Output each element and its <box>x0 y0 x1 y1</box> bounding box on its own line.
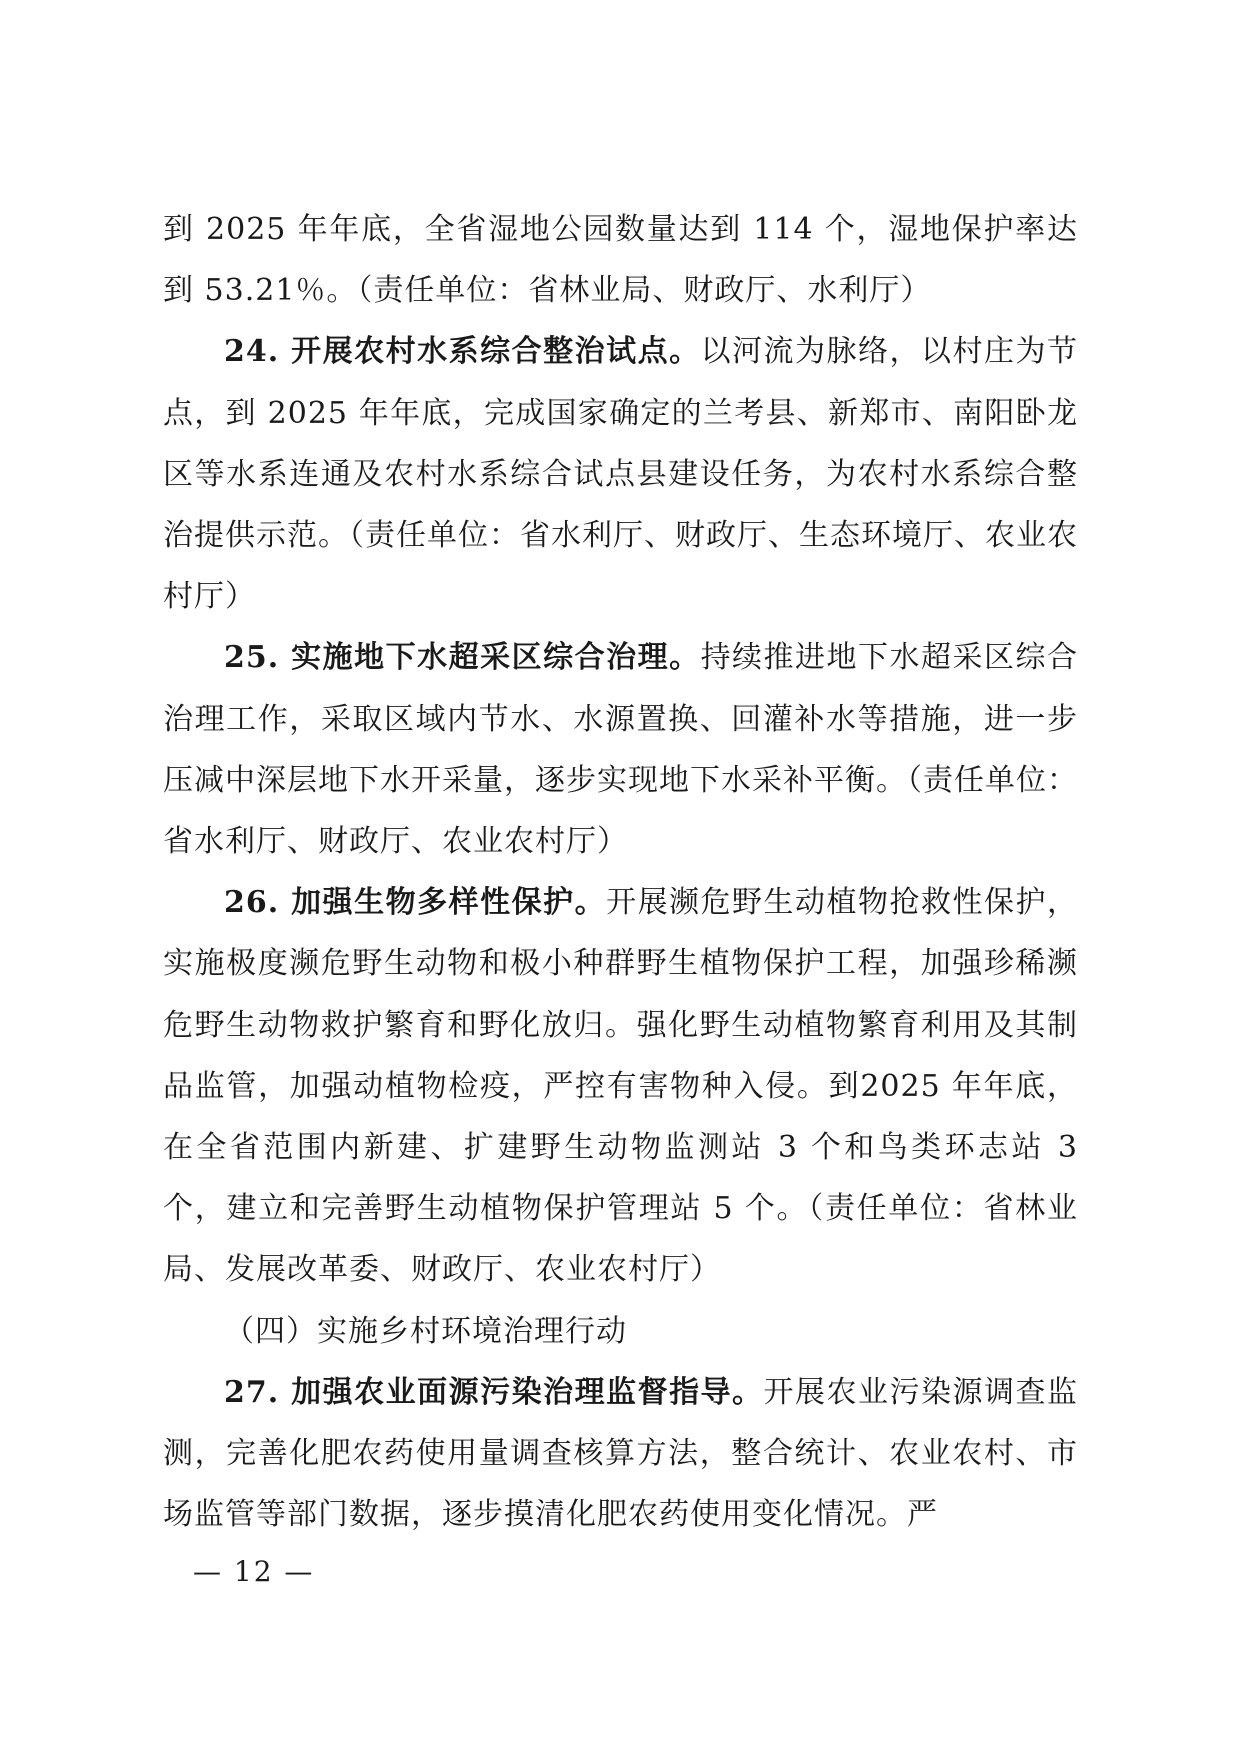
item-27-body: 开展农业污染源调查监测，完善化肥农药使用量调查核算方法，整合统计、农业农村、市场监管等部门数据，逐步摸清化肥农药使用变化情况。严 <box>163 1374 1078 1533</box>
item-27-paragraph <box>163 1362 1078 1546</box>
item-25-body: 持续推进地下水超采区综合治理工作，采取区域内节水、水源置换、回灌补水等措施，进一步压减中深层地下水开采量，逐步实现地下水采补平衡。（责任单位：省水利厅、财政厅、农业农村厅） <box>163 640 1079 860</box>
item-24-paragraph <box>163 321 1078 627</box>
item-24-title: 24. 开展农村水系综合整治试点。 <box>224 334 701 370</box>
item-24-body: 以河流为脉络，以村庄为节点，到 2025 年年底，完成国家确定的兰考县、新郑市、南阳卧龙区等水系连通及农村水系综合试点县建设任务，为农村水系综合整治提供示范。（责任单位：省水利厅、财政厅、生态环境厅、农业农村厅） <box>163 334 1079 615</box>
item-26-body: 开展濒危野生动植物抢救性保护，实施极度濒危野生动物和极小种群野生植物保护工程，加强珍稀濒危野生动物救护繁育和野化放归。强化野生动植物繁育利用及其制品监管，加强动植物检疫，严控有害物种入侵。到2025 年年底，在全省范围内新建、扩建野生动物监测站 3 个和鸟类环志站 3 个，建立和完善野生动植物保护管理站 5 个。（责任单位：省林业局、发展改革委、财政厅、农业农村厅） <box>163 885 1078 1288</box>
item-25-title: 25. 实施地下水超采区综合治理。 <box>224 640 701 676</box>
item-26-title: 26. 加强生物多样性保护。 <box>224 885 607 921</box>
document-body <box>163 199 1078 1545</box>
item-26-paragraph <box>163 872 1078 1300</box>
item-25-paragraph <box>163 627 1078 872</box>
page-number: — 12 — <box>193 1555 315 1588</box>
item-27-title: 27. 加强农业面源污染治理监督指导。 <box>224 1374 764 1410</box>
continuation-paragraph: 到 2025 年年底，全省湿地公园数量达到 114 个，湿地保护率达到 53.21％。（责任单位：省林业局、财政厅、水利厅） <box>163 212 1078 309</box>
section-heading: （四）实施乡村环境治理行动 <box>224 1313 627 1349</box>
